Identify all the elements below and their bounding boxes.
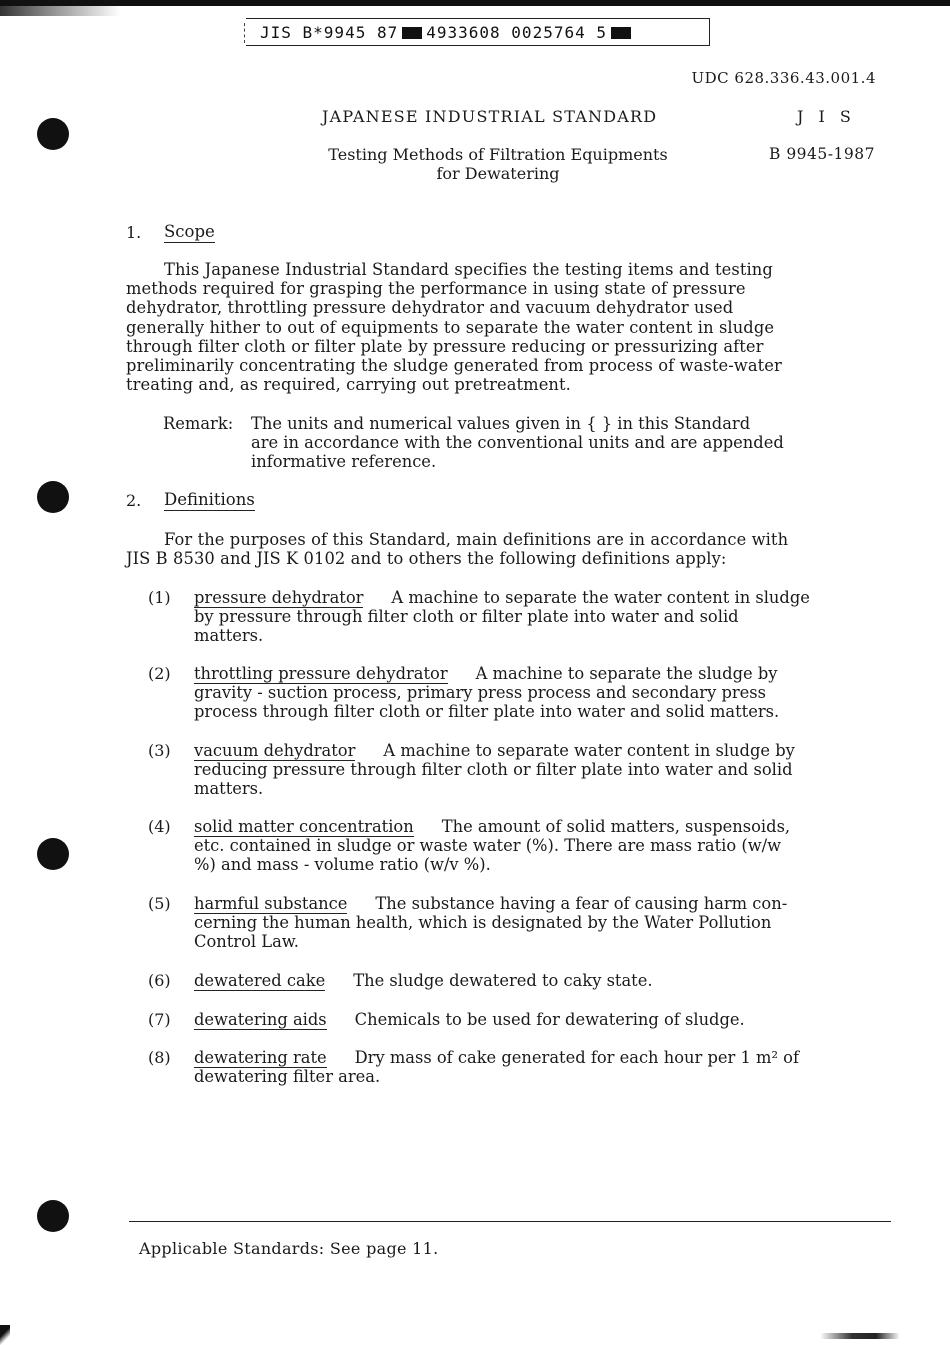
standard-heading: JAPANESE INDUSTRIAL STANDARD (322, 107, 658, 126)
definition-text: cerning the human health, which is designated by the Water Pollution (194, 913, 772, 933)
definition-term: dewatering rate (194, 1048, 327, 1067)
definition-text: The substance having a fear of causing harm con- (375, 894, 788, 913)
jis-label: J I S (797, 107, 856, 126)
punch-hole (37, 838, 69, 870)
document-title-line-1: Testing Methods of Filtration Equipments (328, 145, 668, 164)
scan-top-edge (0, 0, 950, 6)
scope-paragraph (126, 260, 782, 394)
remark-label: Remark: (163, 414, 234, 433)
definition-number: (1) (148, 588, 171, 607)
definition-text: A machine to separate the water content in sludge (391, 588, 810, 607)
definition-text: The amount of solid matters, suspensoids, (441, 817, 791, 836)
definition-term: throttling pressure dehydrator (194, 664, 448, 683)
section-2-title: Definitions (164, 490, 255, 509)
remark-body (251, 414, 784, 472)
standard-number: B 9945-1987 (769, 145, 875, 163)
definition-item (194, 664, 779, 722)
definition-number: (5) (148, 894, 171, 913)
definitions-intro (126, 530, 788, 568)
definition-text: reducing pressure through filter cloth or filter plate into water and solid (194, 760, 793, 780)
punch-hole (37, 1200, 69, 1232)
black-block-icon (402, 27, 422, 39)
definition-text: by pressure through filter cloth or filter plate into water and solid (194, 607, 739, 627)
definition-text: %) and mass - volume ratio (w/v %). (194, 855, 491, 875)
scope-line: preliminarily concentrating the sludge generated from process of waste-water (126, 356, 782, 376)
catalog-code-left: JIS B*9945 87 (260, 23, 399, 42)
definition-item (194, 817, 790, 875)
section-1-number: 1. (126, 223, 142, 242)
definition-term: dewatered cake (194, 971, 326, 990)
definition-item (194, 741, 795, 799)
scope-line: through filter cloth or filter plate by pressure reducing or pressurizing after (126, 336, 764, 356)
definition-number: (6) (148, 971, 171, 990)
definition-term: harmful substance (194, 894, 348, 913)
catalog-code-right: 4933608 0025764 5 (426, 23, 607, 42)
definition-text: process through filter cloth or filter plate into water and solid matters. (194, 702, 780, 722)
scope-line: This Japanese Industrial Standard specifies the testing items and testing (164, 260, 773, 279)
definition-text: gravity - suction process, primary press process and secondary press (194, 683, 767, 703)
scope-line: methods required for grasping the performance in using state of pressure (126, 279, 746, 299)
definition-term: vacuum dehydrator (194, 741, 356, 760)
catalog-code-box (246, 18, 710, 46)
definition-text: matters. (194, 779, 264, 799)
definition-item (194, 1048, 799, 1086)
punch-hole (37, 118, 69, 150)
remark-line: The units and numerical values given in { } in this Standard (251, 414, 751, 433)
catalog-code (260, 23, 635, 42)
definition-number: (4) (148, 817, 171, 836)
udc-number: UDC 628.336.43.001.4 (691, 69, 876, 87)
black-block-icon (611, 27, 631, 39)
punch-hole (37, 481, 69, 513)
definition-text: Dry mass of cake generated for each hour per 1 m² of (354, 1048, 799, 1067)
definition-number: (3) (148, 741, 171, 760)
definition-term: dewatering aids (194, 1010, 327, 1029)
definition-term: solid matter concentration (194, 817, 414, 836)
definition-text: matters. (194, 626, 264, 646)
definition-number: (8) (148, 1048, 171, 1067)
remark-line: informative reference. (251, 452, 437, 472)
definition-number: (2) (148, 664, 171, 683)
footer-rule (129, 1221, 891, 1222)
definition-item (194, 894, 787, 952)
document-title-line-2: for Dewatering (436, 164, 560, 183)
section-1-title: Scope (164, 222, 215, 241)
definition-text: The sludge dewatered to caky state. (353, 971, 653, 990)
definition-text: dewatering filter area. (194, 1067, 381, 1087)
definition-number: (7) (148, 1010, 171, 1029)
scan-shadow (0, 6, 120, 16)
intro-line: JIS B 8530 and JIS K 0102 and to others the following definitions apply: (126, 549, 727, 569)
definition-text: etc. contained in sludge or waste water (%). There are mass ratio (w/w (194, 836, 782, 856)
scope-line: treating and, as required, carrying out pretreatment. (126, 375, 571, 395)
scan-smudge (820, 1333, 900, 1339)
definition-text: A machine to separate water content in sludge by (383, 741, 795, 760)
definition-item (194, 1010, 745, 1029)
document-title (298, 145, 698, 183)
section-2-number: 2. (126, 491, 142, 510)
definition-item (194, 971, 653, 990)
definition-text: Chemicals to be used for dewatering of sludge. (354, 1010, 745, 1029)
remark-line: are in accordance with the conventional units and are appended (251, 433, 784, 453)
scope-line: dehydrator, throttling pressure dehydrator and vacuum dehydrator used (126, 298, 734, 318)
definition-text: Control Law. (194, 932, 299, 952)
definition-term: pressure dehydrator (194, 588, 364, 607)
scope-line: generally hither to out of equipments to separate the water content in sludge (126, 317, 775, 337)
scan-corner-mark (0, 1325, 10, 1345)
definition-text: A machine to separate the sludge by (475, 664, 778, 683)
applicable-standards-note: Applicable Standards: See page 11. (139, 1239, 439, 1258)
definition-item (194, 588, 810, 646)
intro-line: For the purposes of this Standard, main definitions are in accordance with (164, 530, 789, 549)
